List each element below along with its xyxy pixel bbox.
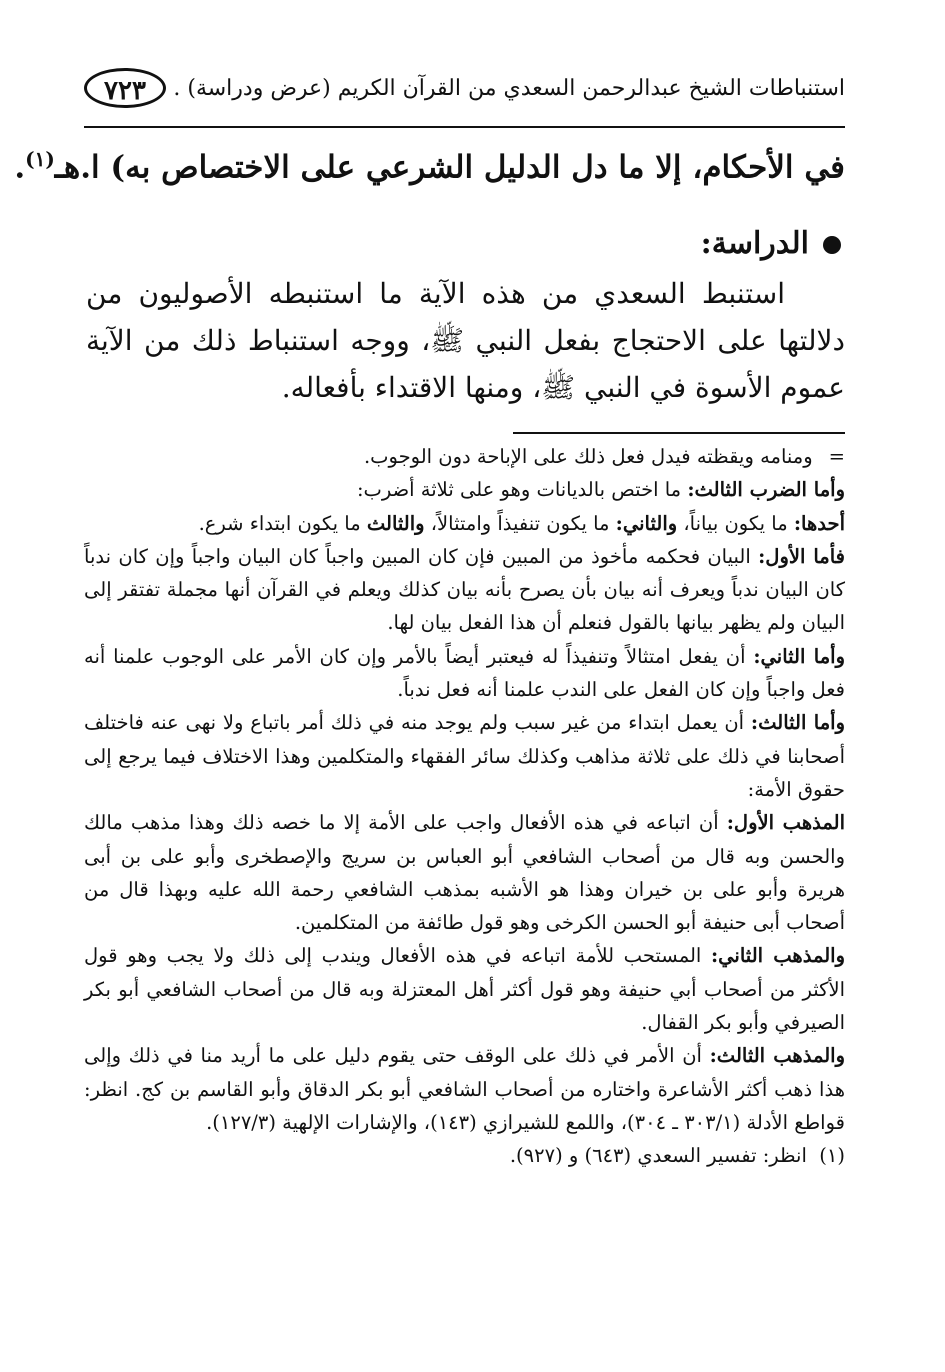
footnote-label: والمذهب الثاني: [710,944,845,968]
footnote-label: فأما الأول: [758,544,845,568]
footnote-number: (١) [819,1144,845,1168]
footnote-label: وأما الثالث: [750,711,846,735]
footnote-text: ما يكون تنفيذاً وامتثالاً، [430,511,610,535]
running-title: استنباطات الشيخ عبدالرحمن السعدي من القرآن الكريم (عرض ودراسة) . [173,76,845,101]
footnote-paragraph [84,939,845,1039]
footnote-label: وأما الثاني: [753,644,845,668]
footnote-label: وأما الضرب الثالث: [687,478,845,502]
footnote-label: والمذهب الثالث: [709,1044,846,1068]
continuation-mark: = [828,445,845,468]
footnote-text: ومنامه ويقظته فيدل فعل ذلك على الإباحة دون الوجوب. [363,445,813,468]
body-paragraph-block [86,270,845,411]
footnote-text: البيان فحكمه مأخوذ من المبين فإن كان المبين واجباً كان البيان واجباً وإن كان ندباً كان البيان ندباً ويعرف أنه بيان بأن يصرح بأنه بيان كذلك ويعلم في القرآن أنها مجملة تفتقر إلى البيان ولم يظهر بيانها بالقول فنعلم أن هذا الفعل بيان لها. [84,544,845,635]
page-number-badge: ٧٢٣ [84,68,166,108]
footnote-paragraph [84,806,845,939]
continuation-text: في الأحكام، إلا ما دل الدليل الشرعي على الاختصاص به) ا.هـ [54,149,845,186]
footnote-paragraph [84,540,845,640]
footnote-divider [513,432,845,434]
footnote-text: ما يكون بياناً، [683,511,788,535]
footnote-label: والثالث [366,511,425,535]
section-heading-text: الدراسة: [700,226,809,261]
footnote-line [84,473,845,506]
footnote-line [84,440,845,473]
bullet-icon [823,236,841,254]
footnote-paragraph [84,640,845,707]
body-paragraph: استنبط السعدي من هذه الآية ما استنبطه الأصوليون من دلالتها على الاحتجاج بفعل النبي ﷺ، ووجه استنباط ذلك من الآية عموم الأسوة في النبي ﷺ، ومنها الاقتداء بأفعاله. [86,277,845,404]
footnote-text: أن يفعل امتثالاً وتنفيذاً له فيعتبر أيضاً بالأمر وإن كان الأمر على الوجوب علمنا أنه فعل واجباً وإن كان الفعل على الندب علمنا أنه فعل ندباً. [84,644,845,702]
footnote-text: أن اتباعه في هذه الأفعال واجب على الأمة إلا ما خصه ذلك وهذا مذهب مالك والحسن وبه قال من أصحاب الشافعي أبو العباس بن سريج والإصطخرى وأبو على بن أبى هريرة وأبو على بن خيران وهذا هو الأشبه بمذهب الشافعي رحمة الله عليه وبهذا قال من أصحاب أبى حنيفة أبو الحسن الكرخى وهو قول طائفة من المتكلمين. [84,811,845,935]
continuation-line: في الأحكام، إلا ما دل الدليل الشرعي على الاختصاص به) ا.هـ$^{(١)}$. [14,147,845,186]
section-heading [701,218,841,270]
footnote-label: والثاني: [615,511,678,535]
footnote-label: المذهب الأول: [726,811,845,835]
footnote-paragraph [84,706,845,806]
page-header [84,62,845,118]
footnote-entry [84,1139,845,1172]
footnote-text: ما يكون ابتداء شرع. [198,511,361,535]
footnotes-block [84,440,845,1173]
footnote-paragraph [84,1039,845,1139]
footnote-text: أن يعمل ابتداء من غير سبب ولم يوجد منه في ذلك أمر باتباع ولا نهى عنه فاختلف أصحابنا في ذلك على ثلاثة مذاهب وكذلك سائر الفقهاء والمتكلمين وهذا الاختلاف فيما يرجع إلى حقوق الأمة: [84,711,845,801]
footnote-text: أن الأمر في ذلك على الوقف حتى يقوم دليل على ما أريد منا في ذلك وإلى هذا ذهب أكثر الأشاعرة واختاره من أصحاب الشافعي أبو بكر الدقاق وأبو القاسم بن كج. انظر: قواطع الأدلة (٣٠٣/١ ـ ٣٠٤)، واللمع للشيرازي (١٤٣)، والإشارات الإلهية (١٢٧/٣). [84,1044,845,1134]
footnote-text: ما اختص بالديانات وهو على ثلاثة أضرب: [356,478,682,502]
footnote-label: أحدها: [793,511,845,535]
footnote-text: انظر: تفسير السعدي (٦٤٣) و (٩٢٧). [509,1144,807,1168]
footnote-line [84,507,845,540]
footnote-reference: (١) [25,147,55,171]
footnote-text: المستحب للأمة اتباعه في هذه الأفعال ويندب إلى ذلك ولا يجب وهو قول الأكثر من أصحاب أبي حنيفة وهو قول أكثر أهل المعتزلة وبه قال من أصحاب الشافعي أبو بكر الصيرفي وأبو بكر القفال. [84,944,845,1035]
